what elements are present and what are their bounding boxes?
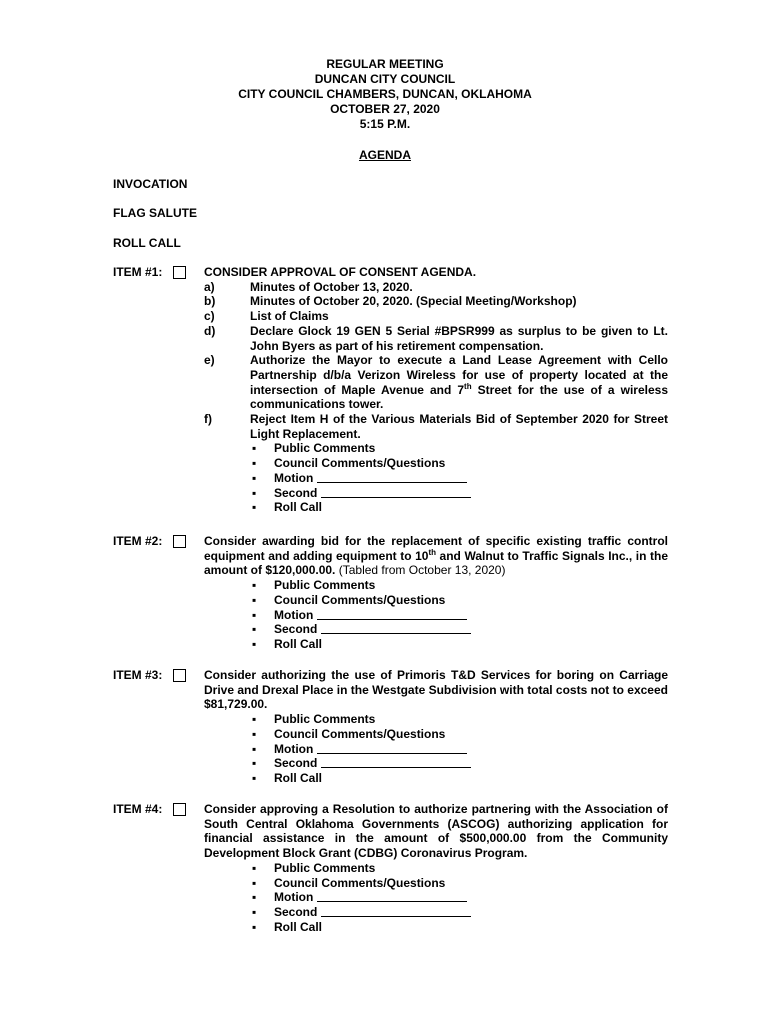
item-2-bullet-roll-call: ▪ Roll Call bbox=[252, 636, 323, 651]
item-3-checkbox[interactable] bbox=[173, 669, 186, 682]
item-4-text: Consider approving a Resolution to authorize partnering with the Association of South Central Oklahoma Governments (ASCOG) authorizing application for financial assistance in the amount of $500,000.00 from the Community Development Block Grant (CDBG) Coronavirus Program. bbox=[204, 802, 668, 861]
item-3-label: ITEM #3: bbox=[113, 668, 163, 682]
item-3-bullet-council-comments: ▪ Council Comments/Questions bbox=[252, 726, 446, 741]
item-3-motion-blank bbox=[317, 742, 467, 754]
item-3-text: Consider authorizing the use of Primoris T&D Services for boring on Carriage Drive and Drexal Place in the Westgate Subdivision with total costs not to exceed $81,729.00. bbox=[204, 668, 668, 712]
item-3-second-blank bbox=[321, 756, 471, 768]
item-4-motion-blank bbox=[317, 890, 467, 902]
item-1-label: ITEM #1: bbox=[113, 265, 163, 279]
item-4-bullet-council-comments: ▪ Council Comments/Questions bbox=[252, 875, 446, 890]
section-invocation: INVOCATION bbox=[113, 177, 188, 191]
item-3-bullet-second: ▪ Second bbox=[204, 756, 668, 771]
item-1-bullet-second: ▪ Second bbox=[204, 486, 668, 501]
item-4-bullet-roll-call: ▪ Roll Call bbox=[252, 919, 323, 934]
header-line-5: 5:15 P.M. bbox=[359, 117, 411, 131]
item-1-sub-c: c) List of Claims bbox=[204, 309, 329, 324]
item-1-sub-d: d) Declare Glock 19 GEN 5 Serial #BPSR999 as surplus to be given to Lt. John Byers as part of his retirement compensation. bbox=[204, 323, 668, 353]
header-line-3: CITY COUNCIL CHAMBERS, DUNCAN, OKLAHOMA bbox=[238, 87, 532, 101]
item-1-sub-e: e) Authorize the Mayor to execute a Land Lease Agreement with Cello Partnership d/b/a Verizon Wireless for use of property located at the intersection of Maple Avenue and 7th Street for the use of a wireless communications tower. bbox=[204, 353, 668, 412]
item-2-text: Consider awarding bid for the replacement of specific existing traffic control equipment and adding equipment to 10th and Walnut to Traffic Signals Inc., in the amount of $120,000.00. (Tabled from October 13, 2020) bbox=[204, 534, 668, 578]
item-1-motion-blank bbox=[317, 471, 467, 483]
header-line-1: REGULAR MEETING bbox=[326, 57, 444, 71]
item-3-body bbox=[204, 668, 668, 786]
item-2-motion-blank bbox=[317, 608, 467, 620]
header-line-4: OCTOBER 27, 2020 bbox=[330, 102, 440, 116]
item-1-sub-b: b) Minutes of October 20, 2020. (Special Meeting/Workshop) bbox=[204, 294, 577, 309]
item-3-bullet-public-comments: ▪ Public Comments bbox=[252, 712, 376, 727]
item-4-second-blank bbox=[321, 905, 471, 917]
meeting-header bbox=[0, 57, 770, 132]
section-roll-call: ROLL CALL bbox=[113, 236, 181, 250]
item-3-bullet-roll-call: ▪ Roll Call bbox=[252, 770, 323, 785]
item-2-bullet-council-comments: ▪ Council Comments/Questions bbox=[252, 592, 446, 607]
item-2-tabled-note: (Tabled from October 13, 2020) bbox=[335, 563, 506, 578]
item-2-second-blank bbox=[321, 622, 471, 634]
item-2-bullet-public-comments: ▪ Public Comments bbox=[252, 578, 376, 593]
item-1-bullet-motion: ▪ Motion bbox=[204, 471, 668, 486]
item-4-bullet-motion: ▪ Motion bbox=[204, 890, 668, 905]
item-2-label: ITEM #2: bbox=[113, 534, 163, 548]
item-1-bullet-council-comments: ▪ Council Comments/Questions bbox=[252, 456, 446, 471]
agenda-title: AGENDA bbox=[358, 148, 411, 162]
header-line-2: DUNCAN CITY COUNCIL bbox=[314, 72, 456, 86]
item-1-second-blank bbox=[321, 486, 471, 498]
item-1-body bbox=[204, 265, 668, 515]
item-4-checkbox[interactable] bbox=[173, 803, 186, 816]
item-2-bullet-motion: ▪ Motion bbox=[204, 608, 668, 623]
item-1-bullet-public-comments: ▪ Public Comments bbox=[252, 441, 376, 456]
item-1-bullet-roll-call: ▪ Roll Call bbox=[252, 500, 323, 515]
section-flag-salute: FLAG SALUTE bbox=[113, 206, 197, 220]
item-4-body bbox=[204, 802, 668, 934]
item-1-title: CONSIDER APPROVAL OF CONSENT AGENDA. bbox=[204, 265, 477, 279]
item-2-body bbox=[204, 534, 668, 652]
item-3-bullet-motion: ▪ Motion bbox=[204, 742, 668, 757]
item-1-checkbox[interactable] bbox=[173, 266, 186, 279]
item-2-checkbox[interactable] bbox=[173, 535, 186, 548]
item-1-sub-f: f) Reject Item H of the Various Materials Bid of September 2020 for Street Light Replacement. bbox=[204, 412, 668, 441]
item-1-sub-a: a) Minutes of October 13, 2020. bbox=[204, 279, 413, 294]
item-4-bullet-second: ▪ Second bbox=[204, 905, 668, 920]
item-4-label: ITEM #4: bbox=[113, 802, 163, 816]
item-2-bullet-second: ▪ Second bbox=[204, 622, 668, 637]
item-4-bullet-public-comments: ▪ Public Comments bbox=[252, 860, 376, 875]
